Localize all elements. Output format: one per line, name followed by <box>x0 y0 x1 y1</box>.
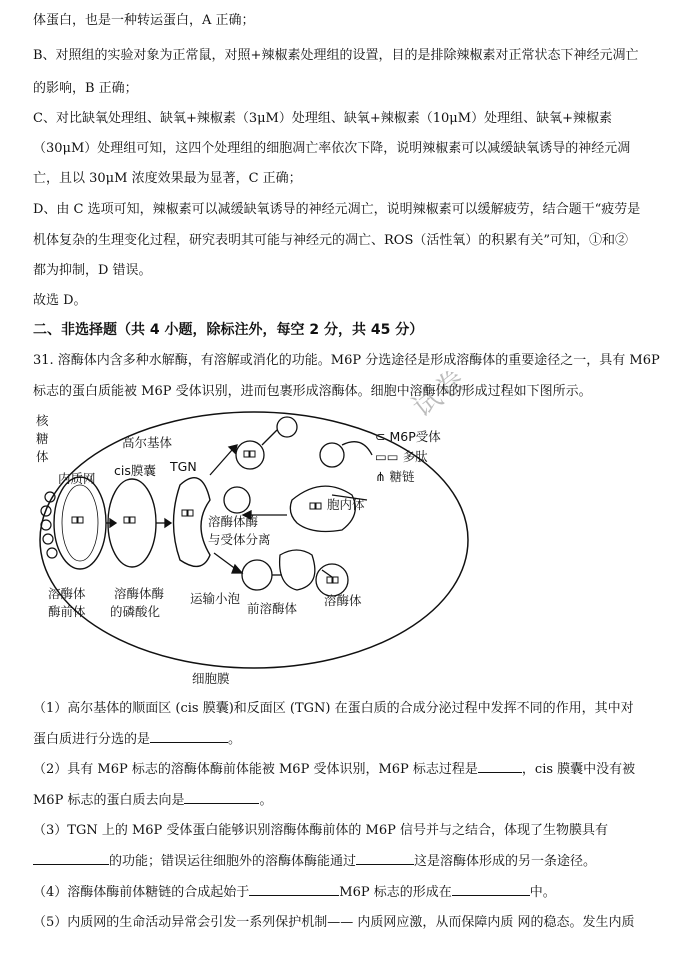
answer-blank[interactable] <box>33 852 109 865</box>
legend-polypeptide: ▭▭ 多肽 <box>375 449 428 464</box>
text-line: D、由 C 选项可知，辣椒素可以减缓缺氧诱导的神经元凋亡，说明辣椒素可以缓解疲劳，结合题干“疲劳是 <box>33 202 641 217</box>
answer-blank[interactable] <box>184 791 259 804</box>
svg-text:糖: 糖 <box>36 431 49 446</box>
label-cis: cis膜囊 <box>114 463 156 478</box>
legend-m6p-receptor: ⊂ M6P受体 <box>375 429 441 444</box>
label-prelysosome: 前溶酶体 <box>247 601 298 616</box>
receptor-icon: ⊂ <box>375 429 390 444</box>
question-2: （2）具有 M6P 标志的溶酶体酶前体能被 M6P 受体识别，M6P 标志过程是 ，cis 膜囊中没有被 <box>33 762 636 777</box>
question-4: （4）溶酶体酶前体糖链的合成起始于 M6P 标志的形成在 中。 <box>33 885 556 900</box>
question-3: （3）TGN 上的 M6P 受体蛋白能够识别溶酶体酶前体的 M6P 信号并与之结合，体现了生物膜具有 <box>33 823 609 838</box>
diagram-legend <box>375 427 441 487</box>
diagram-labels <box>36 413 365 686</box>
label-phospho-1: 溶酶体酶 <box>114 586 165 601</box>
sugar-chain-icon: ⋔ <box>375 469 390 484</box>
svg-text:体: 体 <box>36 449 49 464</box>
text-line: 故选 D。 <box>33 293 87 308</box>
label-lysosome: 溶酶体 <box>324 593 362 608</box>
question-31-stem: 31. 溶酶体内含多种水解酶，有溶解或消化的功能。M6P 分选途径是形成溶酶体的重要途径之一，具有 M6P <box>33 353 660 368</box>
question-1-cont: 蛋白质进行分选的是 。 <box>33 732 242 747</box>
label-golgi: 高尔基体 <box>122 435 173 450</box>
text-line: B、对照组的实验对象为正常鼠，对照+辣椒素处理组的设置，目的是排除辣椒素对正常状态下神经元凋亡 <box>33 48 639 63</box>
text-line: 的影响，B 正确； <box>33 81 138 96</box>
text-line: 机体复杂的生理变化过程，研究表明其可能与神经元的凋亡、ROS（活性氧）的积累有关”可知，①和② <box>33 233 628 248</box>
question-5: （5）内质网的生命活动异常会引发一系列保护机制—— 内质网应激，从而保障内质 网的稳态。发生内质 <box>33 915 635 930</box>
answer-blank[interactable] <box>452 883 530 896</box>
label-membrane: 细胞膜 <box>192 671 230 686</box>
text-line: 体蛋白，也是一种转运蛋白，A 正确； <box>33 13 255 28</box>
question-2-cont: M6P 标志的蛋白质去向是 。 <box>33 793 273 808</box>
label-phospho-2: 的磷酸化 <box>110 604 161 619</box>
label-tgn: TGN <box>170 459 197 474</box>
label-separate-1: 溶酶体酶 <box>208 514 259 529</box>
label-precursor-2: 酶前体 <box>48 604 86 619</box>
tgn-shape <box>174 478 211 567</box>
svg-text:试卷: 试卷 <box>406 363 471 424</box>
text-line: 都为抑制，D 错误。 <box>33 263 152 278</box>
label-endosome: 胞内体 <box>327 497 365 512</box>
question-31-stem: 标志的蛋白质能被 M6P 受体识别，进而包裹形成溶酶体。细胞中溶酶体的形成过程如下图所示。 <box>33 384 592 399</box>
polypeptide-icon: ▭▭ <box>375 449 403 464</box>
label-vesicle: 运输小泡 <box>190 591 241 606</box>
answer-blank[interactable] <box>478 760 522 773</box>
answer-blank[interactable] <box>150 730 228 743</box>
answer-blank[interactable] <box>249 883 339 896</box>
question-3-cont: 的功能；错误运往细胞外的溶酶体酶能通过 这是溶酶体形成的另一条途径。 <box>33 852 668 871</box>
text-line: （30μM）处理组可知，这四个处理组的细胞凋亡率依次下降，说明辣椒素可以减缓缺氧诱导的神经元凋 <box>33 141 631 156</box>
label-separate-2: 与受体分离 <box>208 532 271 547</box>
text-line: C、对比缺氧处理组、缺氧+辣椒素（3μM）处理组、缺氧+辣椒素（10μM）处理组、缺氧+辣椒素 <box>33 111 612 126</box>
label-precursor-1: 溶酶体 <box>48 586 86 601</box>
label-ribosome: 核 <box>36 413 49 428</box>
section-heading: 二、非选择题（共 4 小题，除标注外，每空 2 分，共 45 分） <box>33 322 424 338</box>
answer-blank[interactable] <box>356 852 414 865</box>
question-1: （1）高尔基体的顺面区 (cis 膜囊)和反面区 (TGN) 在蛋白质的合成分泌过程中发挥不同的作用，其中对 <box>33 701 634 716</box>
text-line: 亡，且以 30μM 浓度效果最为显著，C 正确； <box>33 171 302 186</box>
legend-sugar-chain: ⋔ 糖链 <box>375 469 415 484</box>
label-er: 内质网 <box>58 471 96 486</box>
